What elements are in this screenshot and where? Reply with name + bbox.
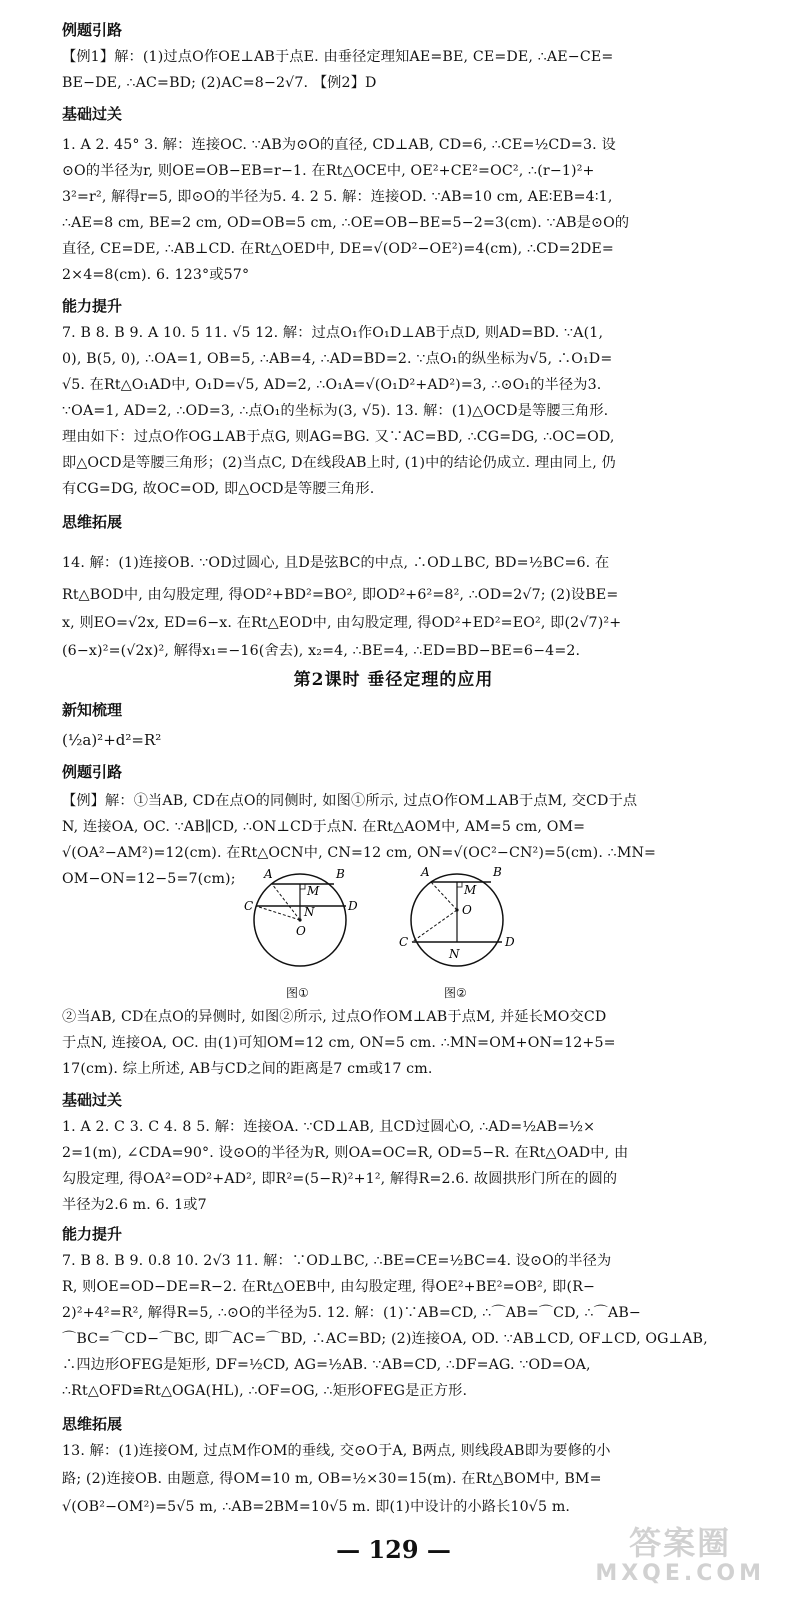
text-line: 于点N, 连接OA, OC. 由(1)可知OM=12 cm, ON=5 cm. ∴MN=OM+ON=12+5= xyxy=(62,1035,616,1051)
text-line: ∴四边形OFEG是矩形, DF=½CD, AG=½AB. ∵AB=CD, ∴DF=AG. ∵OD=OA, xyxy=(62,1357,591,1373)
text-line: 14. 解：(1)连接OB. ∵OD过圆心, 且D是弦BC的中点, ∴OD⊥BC, BD=½BC=6. 在 xyxy=(62,555,610,571)
text-line: 13. 解：(1)连接OM, 过点M作OM的垂线, 交⊙O于A, B两点, 则线段AB即为要修的小 xyxy=(62,1443,611,1459)
text-line: 17(cm). 综上所述, AB与CD之间的距离是7 cm或17 cm. xyxy=(62,1061,433,1077)
text-line: 路; (2)连接OB. 由题意, 得OM=10 m, OB=½×30=15(m). 在Rt△BOM中, BM= xyxy=(62,1471,602,1487)
text-line: 2)²+4²=R², 解得R=5, ∴⊙O的半径为5. 12. 解：(1)∵AB=CD, ∴⌒AB=⌒CD, ∴⌒AB− xyxy=(62,1305,641,1321)
page-number: — 129 — xyxy=(336,1535,451,1564)
section-heading: 思维拓展 xyxy=(62,513,123,531)
text-line: 【例1】解：(1)过点O作OE⊥AB于点E. 由垂径定理知AE=BE, CE=DE, ∴AE−CE= xyxy=(62,49,614,65)
fig1-label: A xyxy=(264,867,273,881)
section-heading: 能力提升 xyxy=(62,297,123,315)
fig1-label: O xyxy=(296,924,306,938)
text-line: 0), B(5, 0), ∴OA=1, OB=5, ∴AB=4, ∴AD=BD=2. ∵点O₁的纵坐标为√5, ∴O₁D= xyxy=(62,351,613,367)
fig2-label: D xyxy=(505,935,515,949)
fig1-label: M xyxy=(307,884,320,898)
section-heading: 新知梳理 xyxy=(62,701,123,719)
fig1-label: N xyxy=(304,905,315,919)
fig1-label: B xyxy=(336,867,345,881)
text-line: 勾股定理, 得OA²=OD²+AD², 即R²=(5−R)²+1², 解得R=2.6. 故圆拱形门所在的圆的 xyxy=(62,1171,618,1187)
figure-1-diagram xyxy=(238,862,358,982)
text-line: BE−DE, ∴AC=BD; (2)AC=8−2√7. 【例2】D xyxy=(62,75,377,91)
section-heading: 基础过关 xyxy=(62,105,123,123)
fig2-label: O xyxy=(462,903,472,917)
fig2-label: A xyxy=(421,865,430,879)
section-heading: 思维拓展 xyxy=(62,1415,123,1433)
watermark-logo xyxy=(595,1525,765,1587)
fig2-label: N xyxy=(449,947,460,961)
text-line: 理由如下：过点O作OG⊥AB于点G, 则AG=BG. 又∵AC=BD, ∴CG=DG, ∴OC=OD, xyxy=(62,429,615,445)
text-line: R, 则OE=OD−DE=R−2. 在Rt△OEB中, 由勾股定理, 得OE²+BE²=OB², 即(R− xyxy=(62,1279,596,1295)
figure-2-caption: 图② xyxy=(444,986,467,1000)
text-line: 1. A 2. C 3. C 4. 8 5. 解：连接OA. ∵CD⊥AB, 且CD过圆心O, ∴AD=½AB=½× xyxy=(62,1119,596,1135)
text-line: ⌒BC=⌒CD−⌒BC, 即⌒AC=⌒BD, ∴AC=BD; (2)连接OA, OD. ∵AB⊥CD, OF⊥CD, OG⊥AB, xyxy=(62,1331,708,1347)
section-heading: 能力提升 xyxy=(62,1225,123,1243)
figure-1-caption: 图① xyxy=(286,986,309,1000)
figure-2 xyxy=(395,862,520,982)
text-line: √5. 在Rt△O₁AD中, O₁D=√5, AD=2, ∴O₁A=√(O₁D²+AD²)=3, ∴⊙O₁的半径为3. xyxy=(62,377,602,393)
figure-1 xyxy=(238,862,358,982)
text-line: 直径, CE=DE, ∴AB⊥CD. 在Rt△OED中, DE=√(OD²−OE²)=4(cm), ∴CD=2DE= xyxy=(62,241,614,257)
text-line: Rt△BOD中, 由勾股定理, 得OD²+BD²=BO², 即OD²+6²=8², ∴OD=2√7; (2)设BE= xyxy=(62,587,619,603)
text-line: 2×4=8(cm). 6. 123°或57° xyxy=(62,267,250,283)
text-line: 半径为2.6 m. 6. 1或7 xyxy=(62,1197,207,1213)
text-line: ∴AE=8 cm, BE=2 cm, OD=OB=5 cm, ∴OE=OB−BE=5−2=3(cm). ∵AB是⊙O的 xyxy=(62,215,630,231)
section-heading: 例题引路 xyxy=(62,763,123,781)
text-line: ∴Rt△OFD≌Rt△OGA(HL), ∴OF=OG, ∴矩形OFEG是正方形. xyxy=(62,1383,468,1399)
text-line: 【例】解：①当AB, CD在点O的同侧时, 如图①所示, 过点O作OM⊥AB于点M, 交CD于点 xyxy=(62,793,638,809)
text-line: 7. B 8. B 9. 0.8 10. 2√3 11. 解：∵OD⊥BC, ∴BE=CE=½BC=4. 设⊙O的半径为 xyxy=(62,1253,612,1269)
fig1-label: C xyxy=(244,899,254,913)
text-line: 即△OCD是等腰三角形；(2)当点C, D在线段AB上时, (1)中的结论仍成立. 理由同上, 仍 xyxy=(62,455,616,471)
figure-2-diagram xyxy=(395,862,520,982)
text-line: 1. A 2. 45° 3. 解：连接OC. ∵AB为⊙O的直径, CD⊥AB, CD=6, ∴CE=½CD=3. 设 xyxy=(62,137,616,153)
section-heading: 基础过关 xyxy=(62,1091,123,1109)
fig2-label: C xyxy=(399,935,409,949)
fig2-label: B xyxy=(493,865,502,879)
section-heading: 例题引路 xyxy=(62,21,123,39)
text-line: 有CG=DG, 故OC=OD, 即△OCD是等腰三角形. xyxy=(62,481,375,497)
text-line: √(OA²−AM²)=12(cm). 在Rt△OCN中, CN=12 cm, ON=√(OC²−CN²)=5(cm). ∴MN= xyxy=(62,845,657,861)
text-line: OM−ON=12−5=7(cm); xyxy=(62,871,236,887)
text-line: ②当AB, CD在点O的异侧时, 如图②所示, 过点O作OM⊥AB于点M, 并延长MO交CD xyxy=(62,1009,607,1025)
text-line: 2=1(m), ∠CDA=90°. 设⊙O的半径为R, 则OA=OC=R, OD=5−R. 在Rt△OAD中, 由 xyxy=(62,1145,629,1161)
watermark-bottom: MXQE.COM xyxy=(595,1561,765,1586)
text-line: N, 连接OA, OC. ∵AB∥CD, ∴ON⊥CD于点N. 在Rt△AOM中, AM=5 cm, OM= xyxy=(62,819,586,835)
text-line: 3²=r², 解得r=5, 即⊙O的半径为5. 4. 2 5. 解：连接OD. ∵AB=10 cm, AE∶EB=4∶1, xyxy=(62,189,613,205)
key-formula: (½a)²+d²=R² xyxy=(62,731,162,749)
text-line: x, 则EO=√2x, ED=6−x. 在Rt△EOD中, 由勾股定理, 得OD²+ED²=EO², 即(2√7)²+ xyxy=(62,615,622,631)
fig1-label: D xyxy=(348,899,358,913)
fig2-label: M xyxy=(464,883,477,897)
text-line: √(OB²−OM²)=5√5 m, ∴AB=2BM=10√5 m. 即(1)中设计的小路长10√5 m. xyxy=(62,1499,571,1515)
text-line: ∵OA=1, AD=2, ∴OD=3, ∴点O₁的坐标为(3, √5). 13. 解：(1)△OCD是等腰三角形. xyxy=(62,403,609,419)
text-line: (6−x)²=(√2x)², 解得x₁=−16(舍去), x₂=4, ∴BE=4, ∴ED=BD−BE=6−4=2. xyxy=(62,643,581,659)
text-line: ⊙O的半径为r, 则OE=OB−EB=r−1. 在Rt△OCE中, OE²+CE²=OC², ∴(r−1)²+ xyxy=(62,163,595,179)
lesson-title: 第2课时 垂径定理的应用 xyxy=(293,670,494,690)
watermark-top: 答案圈 xyxy=(629,1524,732,1562)
text-line: 7. B 8. B 9. A 10. 5 11. √5 12. 解：过点O₁作O₁D⊥AB于点D, 则AD=BD. ∵A(1, xyxy=(62,325,604,341)
